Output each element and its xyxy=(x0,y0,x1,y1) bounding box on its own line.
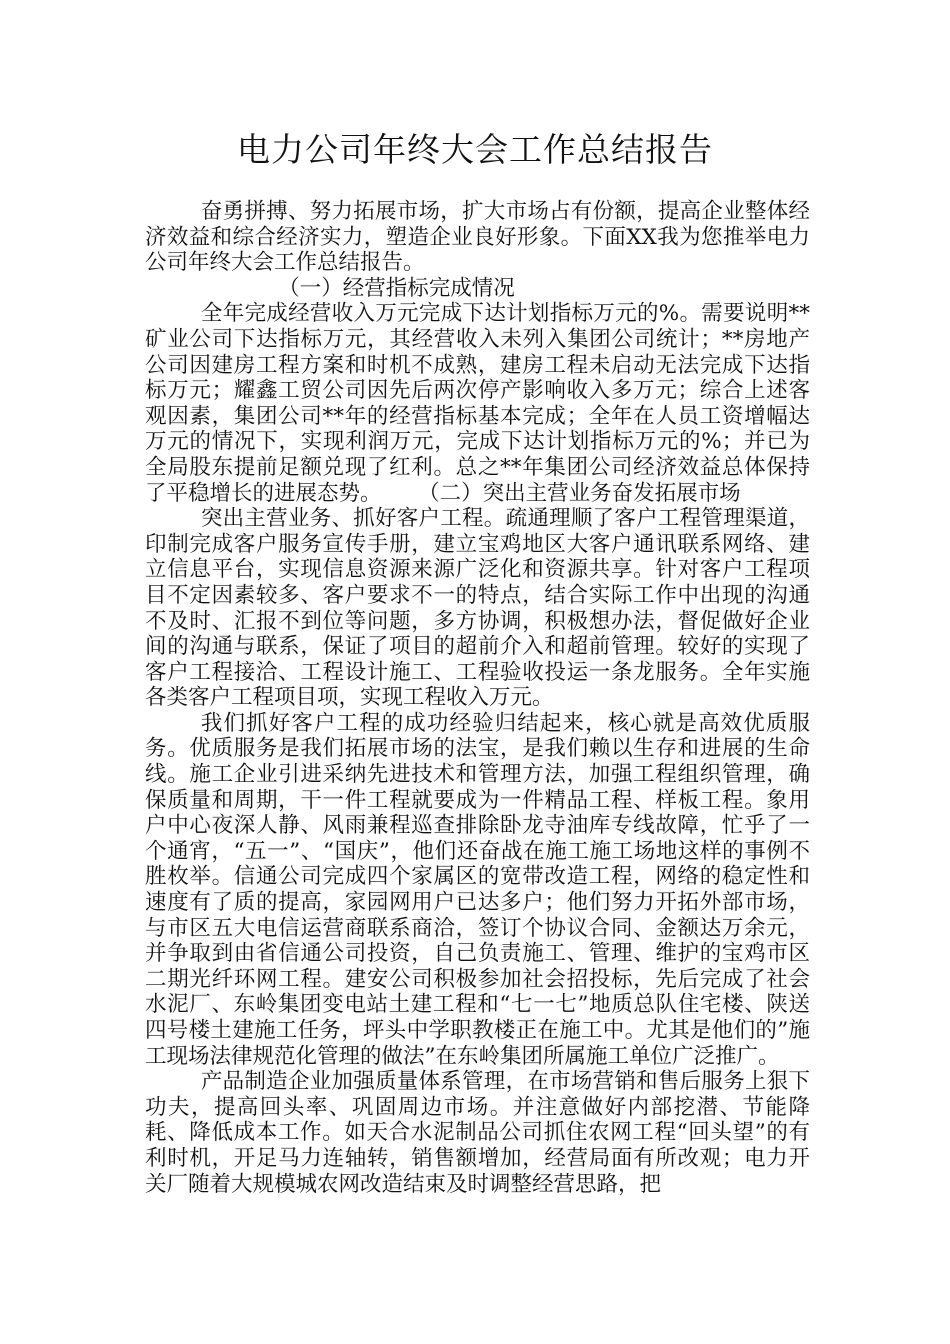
document-body xyxy=(145,199,810,1197)
paragraph-manufacturing: 产品制造企业加强质量体系管理，在市场营销和售后服务上狠下功夫，提高回头率、巩固周边市场。并注意做好内部挖潜、节能降耗、降低成本工作。如天合水泥制品公司抓住农网工程“回头望”的有利时机，开足马力连轴转，销售额增加，经营局面有所改观；电力开关厂随着大规模城农网改造结束及时调整经营思路，把 xyxy=(145,1069,810,1197)
paragraph-text: 全年完成经营收入万元完成下达计划指标万元的%。需要说明**矿业公司下达指标万元，其经营收入未列入集团公司统计；**房地产公司因建房工程方案和时机不成熟，建房工程未启动无法完成下达指标万元；耀鑫工贸公司因先后两次停产影响收入多万元；综合上述客观因素，集团公司**年的经营指标基本完成；全年在人员工资增幅达万元的情况下，实现利润万元，完成下达计划指标万元的%；并已为全局股东提前足额兑现了红利。总之**年集团公司经济效益总体保持了平稳增长的进展态势。 xyxy=(145,301,810,506)
document-title: 电力公司年终大会工作总结报告 xyxy=(237,130,713,169)
section-heading-1: （一）经营指标完成情况 xyxy=(278,275,515,301)
intro-paragraph: 奋勇拼搏、努力拓展市场，扩大市场占有份额，提高企业整体经济效益和综合经济实力，塑造企业良好形象。下面XX我为您推举电力公司年终大会工作总结报告。 xyxy=(145,199,810,276)
paragraph-quality-service: 我们抓好客户工程的成功经验归结起来，核心就是高效优质服务。优质服务是我们拓展市场的法宝，是我们赖以生存和进展的生命线。施工企业引进采纳先进技术和管理方法，加强工程组织管理，确保质量和周期，干一件工程就要成为一件精品工程、样板工程。象用户中心夜深人静、风雨兼程巡查排除卧龙寺油库专线故障，忙乎了一个通宵，“五一”、“国庆”，他们还奋战在施工施工场地这样的事例不胜枚举。信通公司完成四个家属区的宽带改造工程，网络的稳定性和速度有了质的提高，家园网用户已达多户；他们努力开拓外部市场，与市区五大电信运营商联系商洽，签订个协议合同、金额达万余元，并争取到由省信通公司投资，自己负责施工、管理、维护的宝鸡市区二期光纤环网工程。建安公司积极参加社会招投标，先后完成了社会水泥厂、东岭集团变电站土建工程和“七一七”地质总队住宅楼、陕送四号楼土建施工任务，坪头中学职教楼正在施工中。尤其是他们的”施工现场法律规范化管理的做法”在东岭集团所属施工单位广泛推广。 xyxy=(145,710,810,1069)
paragraph-business-indicators xyxy=(145,301,810,506)
paragraph-customer-projects: 突出主营业务、抓好客户工程。疏通理顺了客户工程管理渠道，印制完成客户服务宣传手册，建立宝鸡地区大客户通讯联系网络、建立信息平台，实现信息资源来源广泛化和资源共享。针对客户工程项目不定因素较多、客户要求不一的特点，结合实际工作中出现的沟通不及时、汇报不到位等问题，多方协调，积极想办法，督促做好企业间的沟通与联系，保证了项目的超前介入和超前管理。较好的实现了客户工程接洽、工程设计施工、工程验收投运一条龙服务。全年实施各类客户工程项目项，实现工程收入万元。 xyxy=(145,506,810,711)
section-heading-2: （二）突出主营业务奋发拓展市场 xyxy=(428,480,741,506)
